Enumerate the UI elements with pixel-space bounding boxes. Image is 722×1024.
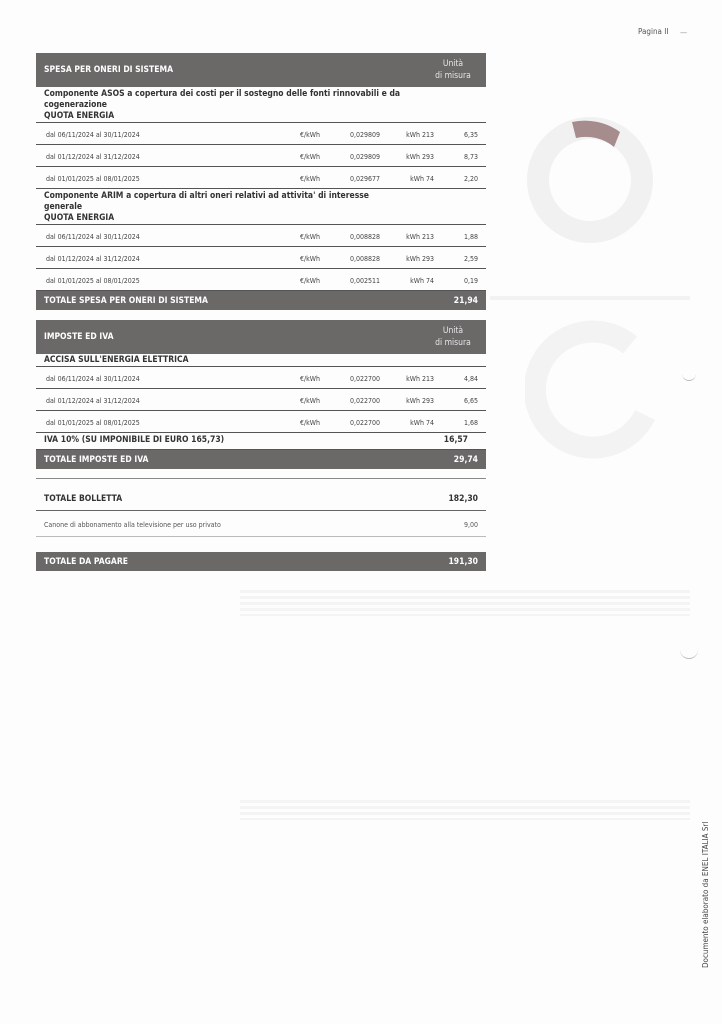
imposte-section xyxy=(36,320,486,469)
ghost-donut-chart-2 xyxy=(525,320,665,460)
iva-row xyxy=(36,433,486,450)
da-pagare-value: 191,30 xyxy=(448,557,478,567)
ghost-divider xyxy=(490,296,690,300)
imposte-total-bar xyxy=(36,450,486,469)
da-pagare-bar xyxy=(36,552,486,571)
oneri-total-bar xyxy=(36,291,486,310)
page-number-dash: — xyxy=(680,28,688,37)
ghost-donut-chart xyxy=(520,110,660,250)
oneri-total-label: TOTALE SPESA PER ONERI DI SISTEMA xyxy=(44,296,208,306)
asos-description: Componente ASOS a copertura dei costi per il sostegno delle fonti rinnovabili e da cogenerazione xyxy=(44,89,401,110)
table-row: dal 01/12/2024 al 31/12/2024 €/kWh 0,029809 kWh 293 8,73 xyxy=(36,145,486,167)
ghost-text-block xyxy=(240,590,690,616)
canone-value: 9,00 xyxy=(463,521,478,529)
bolletta-divider-bottom xyxy=(36,510,486,511)
accisa-label: ACCISA SULL'ENERGIA ELETTRICA xyxy=(36,354,486,367)
imposte-header xyxy=(36,320,486,354)
table-row: dal 06/11/2024 al 30/11/2024 €/kWh 0,029809 kWh 213 6,35 xyxy=(36,123,486,145)
unit-header: Unità di misura xyxy=(435,59,471,81)
imposte-total-label: TOTALE IMPOSTE ED IVA xyxy=(44,455,149,465)
da-pagare-label: TOTALE DA PAGARE xyxy=(44,557,128,567)
unit-header: Unità di misura xyxy=(435,326,471,348)
table-row: dal 01/12/2024 al 31/12/2024 €/kWh 0,008828 kWh 293 2,59 xyxy=(36,247,486,269)
oneri-total-value: 21,94 xyxy=(453,296,478,306)
table-row: dal 01/01/2025 al 08/01/2025 €/kWh 0,022700 kWh 74 1,68 xyxy=(36,411,486,433)
bolletta-divider-top xyxy=(36,478,486,479)
table-row: dal 01/01/2025 al 08/01/2025 €/kWh 0,029677 kWh 74 2,20 xyxy=(36,167,486,189)
imposte-title: IMPOSTE ED IVA xyxy=(44,332,114,342)
oneri-section xyxy=(36,53,486,310)
table-row: dal 06/11/2024 al 30/11/2024 €/kWh 0,022700 kWh 213 4,84 xyxy=(36,367,486,389)
bolletta-label: TOTALE BOLLETTA xyxy=(44,494,123,504)
oneri-title: SPESA PER ONERI DI SISTEMA xyxy=(44,65,174,75)
arim-quota-label: QUOTA ENERGIA xyxy=(36,213,486,225)
bolletta-value: 182,30 xyxy=(448,494,478,504)
side-note: Documento elaborato da ENEL ITALIA Srl xyxy=(701,821,710,968)
canone-divider xyxy=(36,536,486,537)
table-row: dal 01/12/2024 al 31/12/2024 €/kWh 0,022700 kWh 293 6,65 xyxy=(36,389,486,411)
iva-value: 16,57 xyxy=(443,435,468,445)
arim-description: Componente ARIM a copertura di altri oneri relativi ad attivita' di interesse generale xyxy=(44,191,369,212)
ghost-mark xyxy=(682,374,696,381)
page-number: Pagina II xyxy=(638,27,669,36)
ghost-mark-2 xyxy=(680,650,698,659)
asos-quota-label: QUOTA ENERGIA xyxy=(36,111,486,123)
iva-label: IVA 10% (SU IMPONIBILE DI EURO 165,73) xyxy=(44,435,225,445)
ghost-text-block-2 xyxy=(240,800,690,820)
oneri-header xyxy=(36,53,486,87)
canone-label: Canone di abbonamento alla televisione per uso privato xyxy=(44,521,221,529)
table-row: dal 01/01/2025 al 08/01/2025 €/kWh 0,002511 kWh 74 0,19 xyxy=(36,269,486,291)
imposte-total-value: 29,74 xyxy=(453,455,478,465)
table-row: dal 06/11/2024 al 30/11/2024 €/kWh 0,008828 kWh 213 1,88 xyxy=(36,225,486,247)
